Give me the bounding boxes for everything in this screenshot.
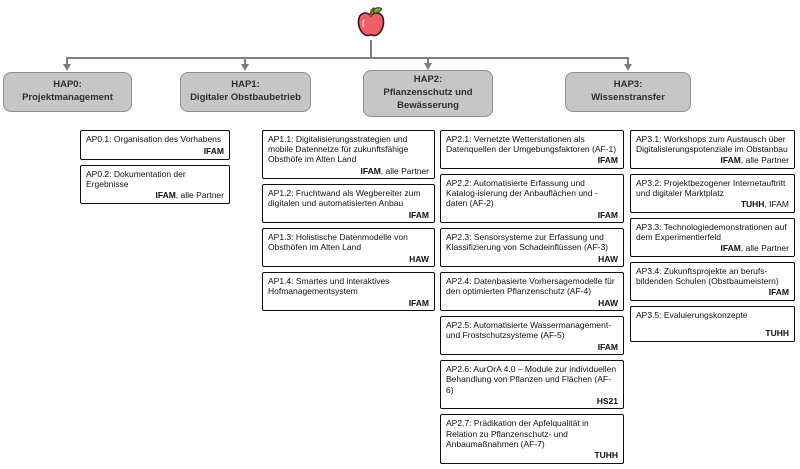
- ap-partner: HAW: [598, 297, 618, 308]
- ap-title: AP1.2: Fruchtwand als Wegbereiter zum digitalen und automatisierten Anbau: [268, 188, 421, 209]
- ap-box-ap2-2: [440, 174, 624, 223]
- ap-box-ap0-2: [80, 165, 230, 204]
- ap-box-ap3-1: [630, 130, 795, 169]
- ap-partner: IFAM: [768, 287, 789, 298]
- ap-title: AP3.3: Technologiedemonstrationen auf dem Experimentierfeld: [636, 222, 787, 243]
- hap0-box: [3, 72, 132, 112]
- ap-title: AP0.2: Dokumentation der Ergebnisse: [86, 169, 186, 190]
- hap0-column: [80, 130, 230, 209]
- hap1-id: HAP1:: [231, 79, 260, 91]
- ap-box-ap1-4: [262, 272, 435, 311]
- arrow-down-icon: [624, 64, 632, 71]
- arrow-down-icon: [241, 64, 249, 71]
- ap-title: AP3.1: Workshops zum Austausch über Digitalisierungspotenziale im Obstanbau: [636, 134, 788, 155]
- ap-title: AP1.4: Smartes und interaktives Hofmanagementsystem: [268, 276, 390, 297]
- ap-partner: TUHH: [765, 328, 789, 339]
- hap3-id: HAP3:: [613, 79, 643, 91]
- ap-partner: IFAM: [597, 155, 618, 166]
- apple-icon-svg: [352, 4, 390, 40]
- ap-partner: HS21: [596, 395, 618, 406]
- ap-box-ap1-1: [262, 130, 435, 179]
- ap-box-ap2-4: [440, 272, 624, 311]
- ap-box-ap1-2: [262, 184, 435, 223]
- ap-partner: IFAM, alle Partner: [720, 243, 789, 254]
- connector-root-stub: [370, 40, 372, 57]
- hap0-id: HAP0:: [53, 79, 82, 91]
- ap-title: AP0.1: Organisation des Vorhabens: [86, 134, 222, 144]
- hap0-title: Projektmanagement: [22, 92, 113, 103]
- ap-box-ap1-3: [262, 228, 435, 267]
- ap-box-ap3-2: [630, 174, 795, 213]
- hap2-column: [440, 130, 624, 469]
- ap-partner: IFAM, alle Partner: [360, 165, 429, 176]
- apple-icon: [352, 4, 390, 40]
- hap1-column: [262, 130, 435, 316]
- ap-title: AP2.7: Prädikation der Apfelqualität in Relation zu Pflanzenschutz- und Anbaumaßnahmen (AF-7): [446, 418, 589, 449]
- ap-partner: TUHH, IFAM: [740, 199, 789, 210]
- ap-partner: TUHH: [594, 449, 618, 460]
- arrow-down-icon: [424, 63, 432, 70]
- ap-box-ap0-1: [80, 130, 230, 160]
- hap1-box: [180, 72, 311, 112]
- ap-partner: IFAM: [408, 209, 429, 220]
- ap-box-ap2-1: [440, 130, 624, 169]
- ap-box-ap3-3: [630, 218, 795, 257]
- connector-horizontal: [66, 57, 629, 59]
- ap-title: AP2.4: Datenbasierte Vorhersagemodelle für den optimierten Pflanzenschutz (AF-4): [446, 276, 615, 297]
- ap-box-ap2-7: [440, 414, 624, 463]
- hap2-box: [363, 70, 493, 117]
- ap-title: AP2.2: Automatisierte Erfassung und Katalog-isierung der Anbauflächen und -daten (AF-2): [446, 178, 598, 209]
- ap-title: AP1.3: Holistische Datenmodelle von Obsthöfen im Alten Land: [268, 232, 408, 253]
- ap-title: AP2.3: Sensorsysteme zur Erfassung und Klassifizierung von Schadeinflüssen (AF-3): [446, 232, 609, 253]
- ap-title: AP2.6: AurOrA 4.0 – Module zur individuellen Behandlung von Pflanzen und Flächen (AF-6): [446, 364, 617, 395]
- arrow-down-icon: [63, 64, 71, 71]
- hap1-title: Digitaler Obstbaubetrieb: [190, 92, 301, 103]
- ap-box-ap2-6: [440, 360, 624, 409]
- ap-box-ap2-5: [440, 316, 624, 355]
- ap-box-ap2-3: [440, 228, 624, 267]
- ap-partner: IFAM: [203, 146, 224, 157]
- ap-title: AP2.1: Vernetzte Wetterstationen als Datenquellen der Umgebungsfaktoren (AF-1): [446, 134, 617, 155]
- ap-partner: IFAM: [597, 209, 618, 220]
- ap-title: AP1.1: Digitalisierungsstrategien und mobile Datennetze für zukunftsfähige Obsthöfe im Alten Land: [268, 134, 409, 165]
- ap-title: AP2.5: Automatisierte Wassermanagement- und Frostschutzsysteme (AF-5): [446, 320, 612, 341]
- ap-title: AP3.2: Projektbezogener Internetauftritt und digitaler Marktplatz: [636, 178, 786, 199]
- hap3-title: Wissenstransfer: [591, 92, 665, 103]
- hap3-box: [565, 72, 691, 112]
- ap-partner: HAW: [409, 253, 429, 264]
- hap3-column: [630, 130, 795, 347]
- hap2-id: HAP2:: [413, 74, 443, 86]
- hap2-title: Pflanzenschutz und Bewässerung: [383, 87, 473, 111]
- ap-box-ap3-4: [630, 262, 795, 301]
- ap-partner: HAW: [598, 253, 618, 264]
- ap-title: AP3.4: Zukunftsprojekte an berufs-bildenden Schulen (Obstbaumeistern): [636, 266, 779, 287]
- ap-partner: IFAM, alle Partner: [720, 155, 789, 166]
- ap-box-ap3-5: [630, 306, 795, 342]
- ap-title: AP3.5: Evaluierungskonzepte: [636, 310, 748, 320]
- ap-partner: IFAM: [408, 297, 429, 308]
- ap-partner: IFAM, alle Partner: [155, 190, 224, 201]
- ap-partner: IFAM: [597, 341, 618, 352]
